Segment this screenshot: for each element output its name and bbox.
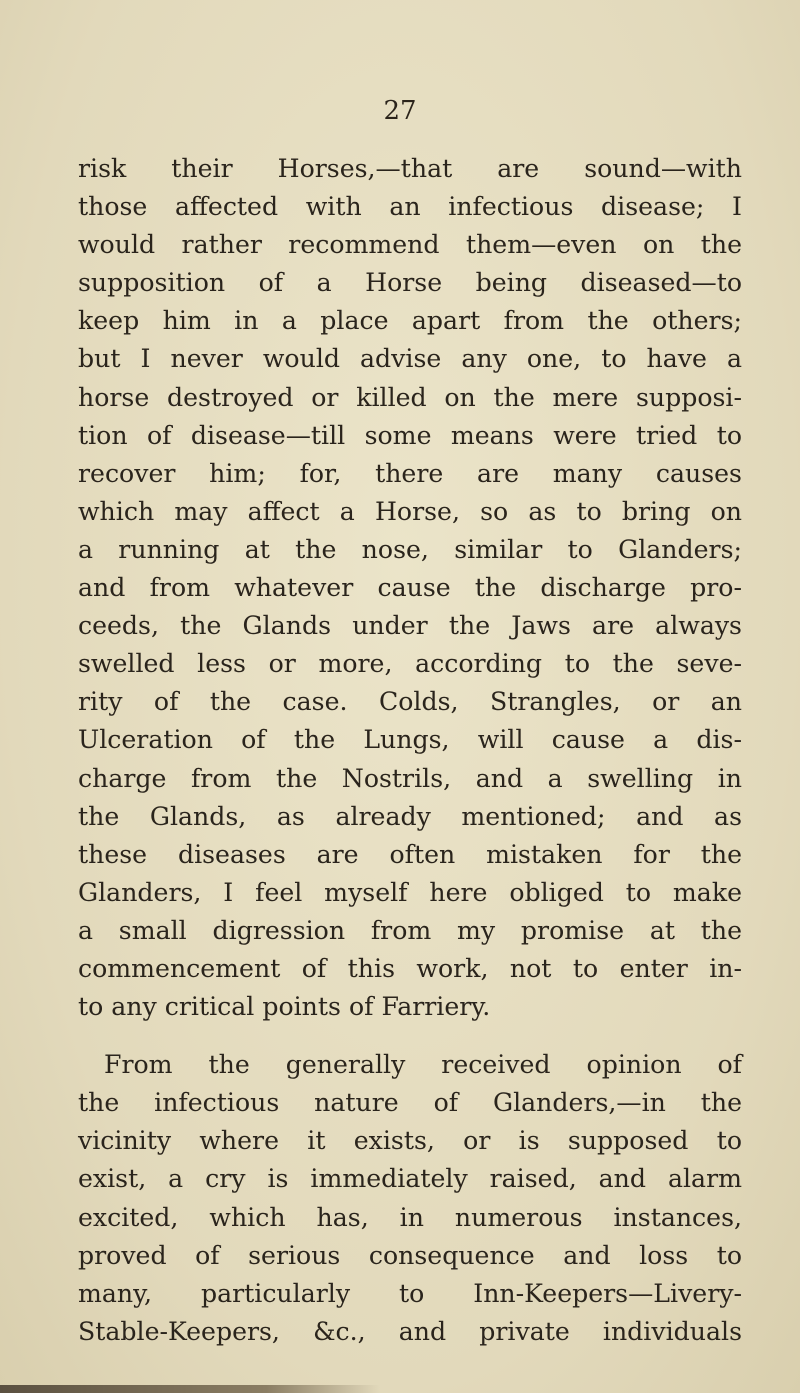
text-line: From the generally received opinion of bbox=[104, 1050, 742, 1080]
text-line: Ulceration of the Lungs, will cause a dis- bbox=[78, 725, 742, 755]
text-line: keep him in a place apart from the others; bbox=[78, 306, 742, 336]
text-line: charge from the Nostrils, and a swelling in bbox=[78, 763, 742, 793]
text-line: Glanders, I feel myself here obliged to make bbox=[78, 877, 742, 907]
text-line: proved of serious consequence and loss to bbox=[78, 1240, 742, 1270]
text-line: commencement of this work, not to enter in- bbox=[78, 953, 742, 983]
text-line: many, particularly to Inn-Keepers—Livery- bbox=[78, 1278, 742, 1308]
text-line: a running at the nose, similar to Glanders; bbox=[78, 534, 742, 564]
text-line: supposition of a Horse being diseased—to bbox=[78, 268, 742, 298]
text-line: would rather recommend them—even on the bbox=[78, 230, 742, 260]
paragraph-gap bbox=[78, 1026, 742, 1046]
text-line: vicinity where it exists, or is supposed to bbox=[78, 1126, 742, 1156]
paragraph-2 bbox=[78, 1046, 742, 1351]
text-line: recover him; for, there are many causes bbox=[78, 458, 742, 488]
text-line: these diseases are often mistaken for the bbox=[78, 839, 742, 869]
text-line: exist, a cry is immediately raised, and alarm bbox=[78, 1164, 742, 1194]
body-text bbox=[78, 150, 742, 1351]
page-number: 27 bbox=[383, 96, 417, 126]
text-line: those affected with an infectious disease; I bbox=[78, 192, 742, 222]
text-line: and from whatever cause the discharge pro- bbox=[78, 573, 742, 603]
text-line: which may affect a Horse, so as to bring on bbox=[78, 496, 742, 526]
text-line: ceeds, the Glands under the Jaws are always bbox=[78, 611, 742, 641]
text-line: swelled less or more, according to the seve- bbox=[78, 649, 742, 679]
text-line: the infectious nature of Glanders,—in the bbox=[78, 1088, 742, 1118]
text-line: risk their Horses,—that are sound—with bbox=[78, 154, 742, 183]
text-line: a small digression from my promise at the bbox=[78, 915, 742, 945]
text-line: Stable-Keepers, &c., and private individuals bbox=[78, 1316, 742, 1346]
paragraph-1 bbox=[78, 150, 742, 1026]
text-line: the Glands, as already mentioned; and as bbox=[78, 801, 742, 831]
text-line: but I never would advise any one, to have a bbox=[78, 344, 742, 374]
page-edge-shadow bbox=[0, 1385, 380, 1393]
text-line: excited, which has, in numerous instances, bbox=[78, 1202, 742, 1232]
text-line: rity of the case. Colds, Strangles, or an bbox=[78, 687, 742, 717]
text-line: horse destroyed or killed on the mere supposi- bbox=[78, 382, 742, 412]
text-line: to any critical points of Farriery. bbox=[78, 992, 491, 1022]
text-line: tion of disease—till some means were tried to bbox=[78, 420, 742, 450]
